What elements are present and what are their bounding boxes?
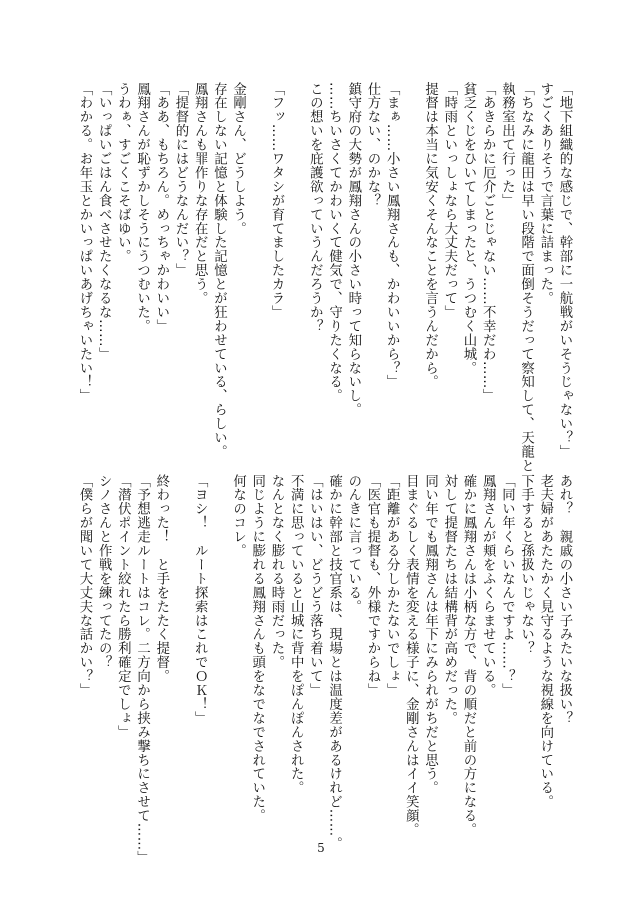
page-number: 5 [317,841,325,855]
text-line: 鳳翔さんが恥ずかしそうにうつむいた。 [134,82,150,334]
text-line: 同い年でも鳳翔さんは年下にみられがちだと思う。 [422,474,438,795]
text-line: 「はいはい、どうどう落ち着いて」 [307,474,323,698]
text-line: 「時雨といっしょなら大丈夫だって」 [441,82,457,320]
text-line: 確かに鳳翔さんは小柄な方で、背の順だと前の方になる。 [460,474,476,837]
text-line: 提督は本当に気安くそんなことを言うんだから。 [422,82,438,389]
text-line: 鳳翔さんも罪作りな存在だと思う。 [192,82,208,306]
text-line: 存在しない記憶と体験した記憶とが狂わせている、らしい。 [211,82,227,459]
text-line: 仕方ない、のかな？ [364,82,380,208]
blank-line [401,82,420,472]
text-line: 「わかる。お年玉とかいっぱいあげちゃいたい！」 [76,82,92,403]
text-line: 確かに幹部と技官系は、現場とは温度差があるけれど……。 [326,474,342,851]
text-line: 「医官も提督も、外様ですからね」 [364,474,380,698]
text-line: 「同い年くらいなんですよ……？」 [499,474,515,698]
text-line: 老夫婦があたたかく見守るような視線を向けている。 [537,474,553,809]
text-line: 「いっぱいごはん食べさせたくなるな……」 [96,82,112,361]
text-line: 「あきらかに厄介ごとじゃない……不幸だわ……」 [480,82,496,403]
blank-line [209,474,228,864]
text-line: ……ちいさくてかわいくて健気で、守りたくなる。 [326,82,342,403]
text-line: 「フッ……ワタシが育てましたカラ」 [268,82,284,320]
text-line: 鳳翔さんが頬をふくらませている。 [480,474,496,698]
text-line: 鎮守府の大勢が鳳翔さんの小さい時って知らないし。 [345,82,361,417]
text-line: 目まぐるしく表情を変える様子に、金剛さんはイイ笑顔。 [403,474,419,837]
blank-line [248,82,267,472]
text-line: シノさんと作戦を練ってたの？ [96,474,112,670]
text-line: 下手すると孫扱いじゃない？ [518,474,534,656]
text-line: 「距離がある分しかたないでしょ」 [384,474,400,698]
text-line: 執務室出て行った」 [499,82,515,208]
text-line: 「潜伏ポイント絞れたら勝利確定でしょ」 [115,474,131,740]
text-line: あれ？ 親戚の小さい子みたいな扱い？ [557,474,572,726]
text-line: うわぁ、すごくこそばゆい。 [115,82,131,264]
blank-line [286,82,305,472]
text-line: のんきに言っている。 [345,474,361,614]
text-line: 「地下組織的な感じで、幹部に一航戦がいそうじゃない？」 [557,82,572,459]
text-line: 同じように膨れる鳳翔さんも頭をなでなでされていた。 [249,474,265,823]
text-line: 不満に思っていると山城に背中をぽんぽんされた。 [288,474,304,795]
text-line: 「予想逃走ルートはコレ。二方向から挟み撃ちにさせて……」 [134,474,150,865]
text-line: 「ヨシ！ ルート探索はこれでＯＫ！」 [192,474,208,726]
text-line: 「ああ、もちろん。めっちゃかわいい」 [153,82,169,334]
text-block-bottom [75,474,574,864]
text-line: すごくありそうで言葉に詰まった。 [537,82,553,306]
text-line: 終わった！ と手をたたく提督。 [153,474,169,684]
text-line: 「まぁ……小さい鳳翔さんも、かわいいから？」 [384,82,400,389]
text-line: 金剛さん、どうしよう。 [230,82,246,236]
text-line: 何なのコレ。 [230,474,246,558]
text-line: 「提督的にはどうなんだい？」 [172,82,188,278]
text-line: 対して提督たちは結構背が高めだった。 [441,474,457,726]
text-line: 「ちなみに龍田は早い段階で面倒そうだって察知して、天龍と [518,82,534,473]
text-line: この想いを庇護欲っていうんだろうか？ [307,82,323,334]
text-line: 貧乏くじをひいてしまったと、うつむく山城。 [460,82,476,375]
text-block-top [75,82,574,472]
blank-line [171,474,190,864]
text-line: なんとなく膨れる時雨だった。 [268,474,284,670]
text-line: 「僕らが聞いて大丈夫な話かい？」 [76,474,92,698]
